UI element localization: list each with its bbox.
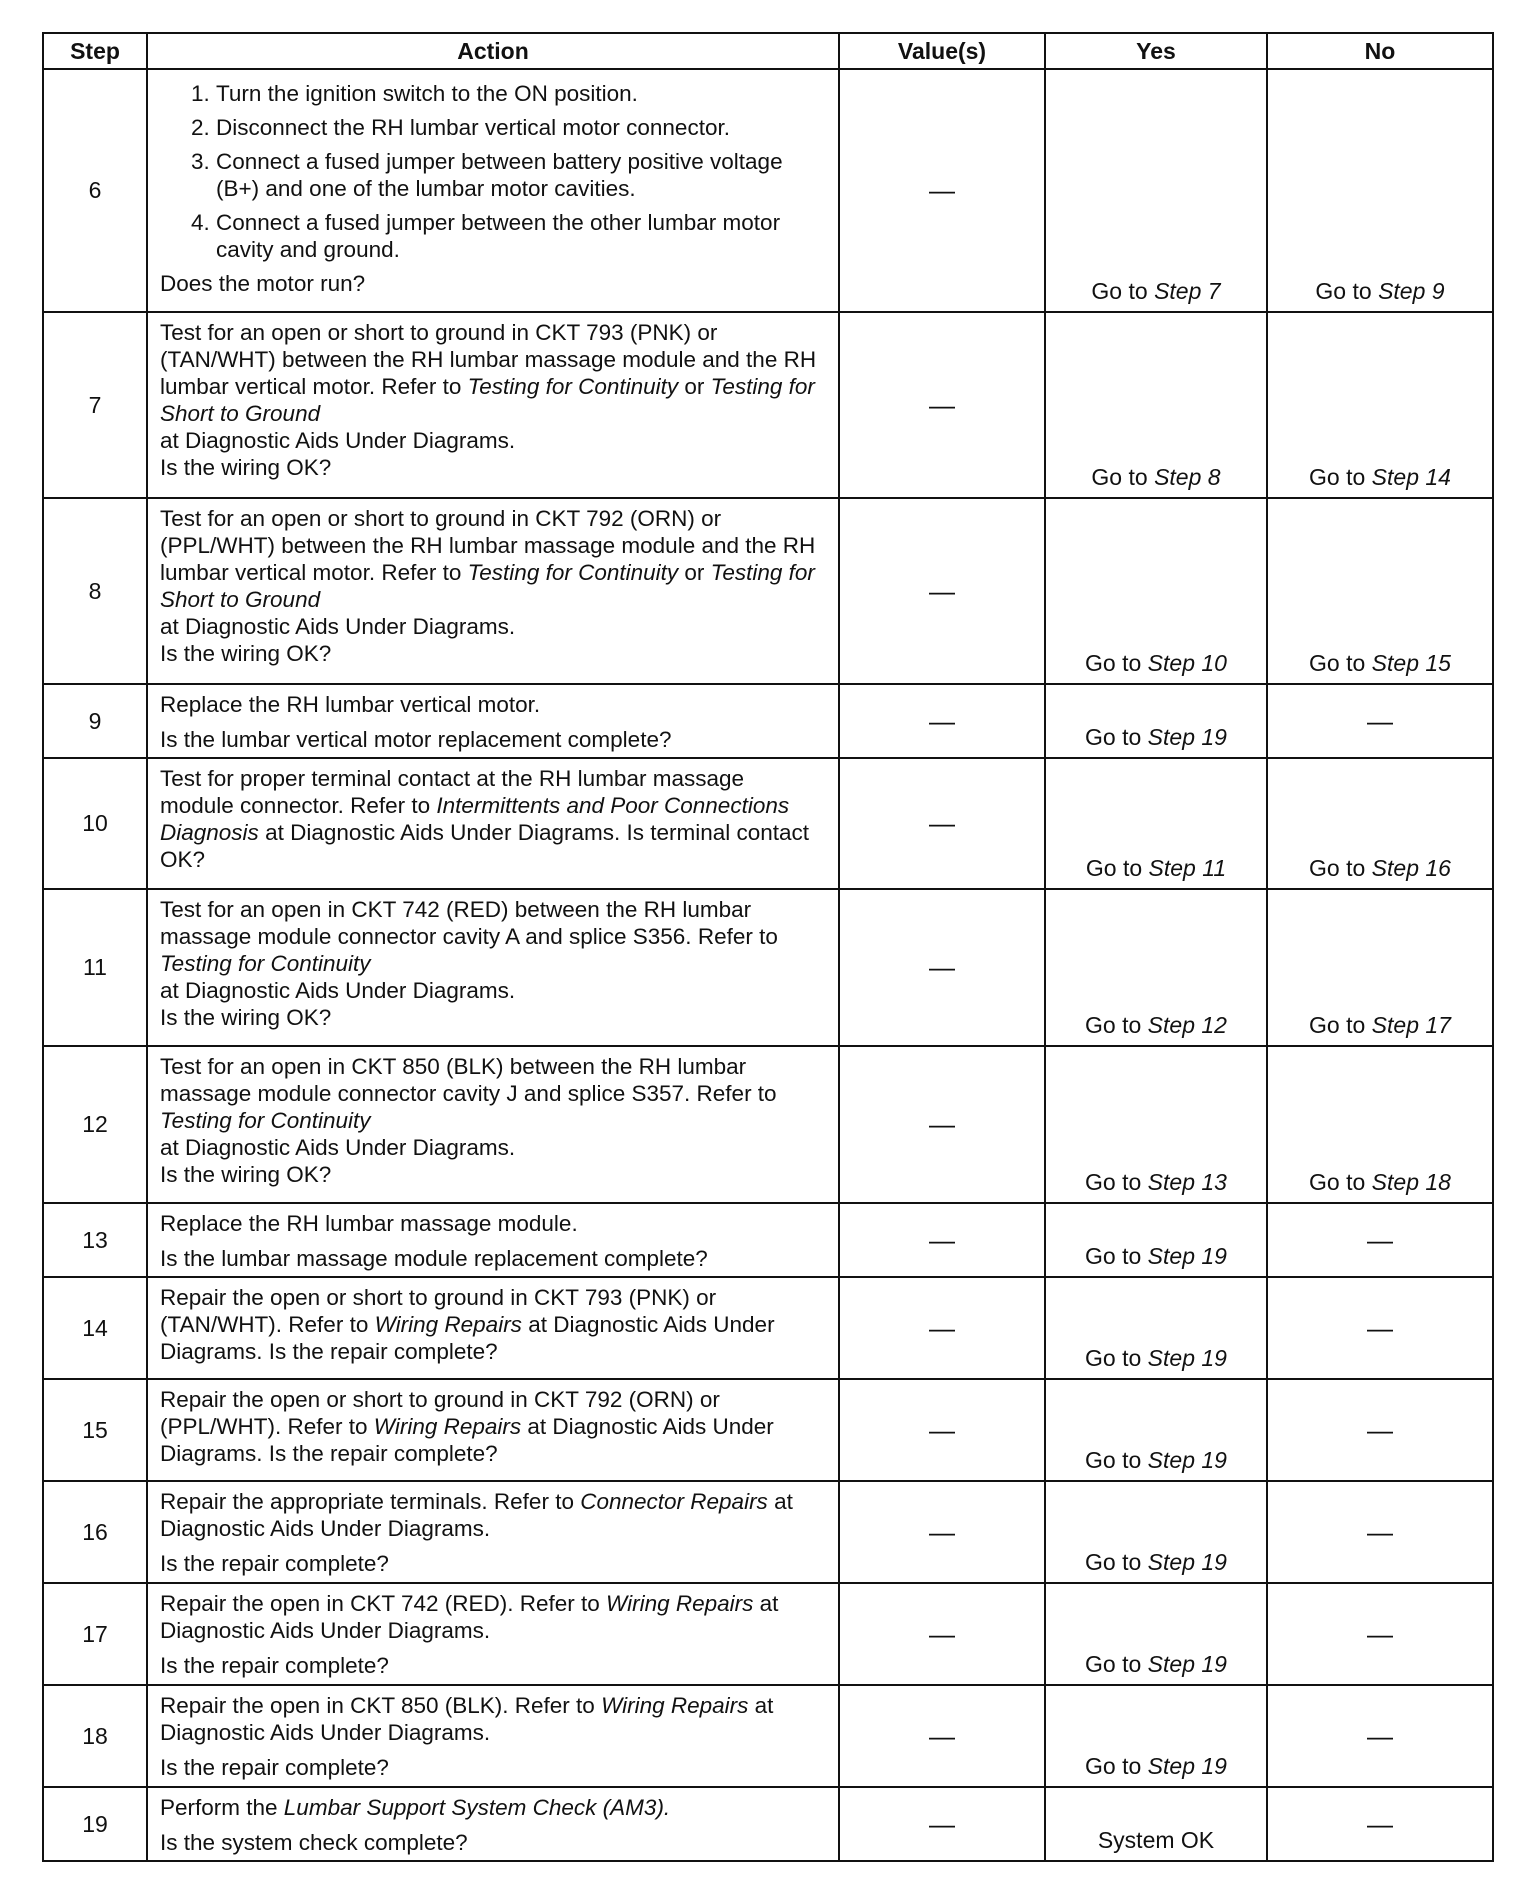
yes-step-ref: Step 13 <box>1147 1169 1227 1195</box>
header-no: No <box>1267 33 1493 69</box>
yes-cell: Go to Step 19 <box>1045 1379 1267 1481</box>
table-row <box>43 684 1493 758</box>
step-number: 17 <box>43 1583 147 1685</box>
yes-cell: Go to Step 12 <box>1045 889 1267 1046</box>
no-cell: — <box>1267 1379 1493 1481</box>
step-number: 13 <box>43 1203 147 1277</box>
no-step-ref: Step 9 <box>1378 278 1445 304</box>
action-question: Is the wiring OK? <box>160 1162 332 1187</box>
action-cell <box>147 1277 839 1379</box>
action-cell <box>147 1583 839 1685</box>
no-cell: Go to Step 9 <box>1267 69 1493 312</box>
header-action: Action <box>147 33 839 69</box>
no-step-ref: Step 17 <box>1371 1012 1451 1038</box>
yes-step-ref: Step 11 <box>1148 855 1227 881</box>
yes-cell: Go to Step 19 <box>1045 1685 1267 1787</box>
action-text: Repair the open or short to ground in CKT 793 (PNK) or (TAN/WHT). Refer to Wiring Repairs at Diagnostic Aids Under Diagrams. Is the repair complete? <box>160 1285 775 1364</box>
table-row <box>43 758 1493 889</box>
action-cell <box>147 69 839 312</box>
table-row <box>43 1685 1493 1787</box>
action-text: Test for proper terminal contact at the RH lumbar massage module connector. Refer to Intermittents and Poor Connections Diagnosis at Diagnostic Aids Under Diagrams. Is terminal contact OK? <box>160 766 810 872</box>
action-question: Is the system check complete? <box>160 1830 468 1855</box>
value-cell: — <box>839 1046 1045 1203</box>
action-reference: at Diagnostic Aids Under Diagrams. <box>160 978 516 1003</box>
table-row <box>43 1046 1493 1203</box>
no-cell: Go to Step 14 <box>1267 312 1493 498</box>
yes-cell: Go to Step 19 <box>1045 684 1267 758</box>
yes-step-ref: Step 10 <box>1147 650 1227 676</box>
table-row <box>43 1481 1493 1583</box>
step-number: 15 <box>43 1379 147 1481</box>
no-step-ref: Step 14 <box>1371 464 1451 490</box>
yes-step-ref: Step 19 <box>1147 1345 1227 1371</box>
action-cell <box>147 1379 839 1481</box>
header-yes: Yes <box>1045 33 1267 69</box>
action-text: Test for an open or short to ground in CKT 792 (ORN) or (PPL/WHT) between the RH lumbar massage module and the RH lumbar vertical motor. Refer to Testing for Continuity or Testing for Short to Ground <box>160 506 816 612</box>
action-question: Is the wiring OK? <box>160 455 332 480</box>
value-cell: — <box>839 1583 1045 1685</box>
step-number: 11 <box>43 889 147 1046</box>
action-text: Replace the RH lumbar vertical motor. <box>160 692 541 717</box>
value-cell: — <box>839 312 1045 498</box>
step-number: 16 <box>43 1481 147 1583</box>
action-reference: at Diagnostic Aids Under Diagrams. <box>160 428 516 453</box>
table-row <box>43 69 1493 312</box>
action-cell <box>147 312 839 498</box>
no-step-ref: Step 18 <box>1371 1169 1451 1195</box>
table-row <box>43 1203 1493 1277</box>
yes-cell: Go to Step 19 <box>1045 1277 1267 1379</box>
value-cell: — <box>839 1203 1045 1277</box>
header-step: Step <box>43 33 147 69</box>
no-step-ref: Step 15 <box>1371 650 1451 676</box>
action-question: Is the repair complete? <box>160 1653 389 1678</box>
header-values: Value(s) <box>839 33 1045 69</box>
action-question: Does the motor run? <box>160 271 366 296</box>
list-item: 1. Turn the ignition switch to the ON position. <box>216 80 824 107</box>
yes-step-ref: Step 7 <box>1154 278 1221 304</box>
no-cell: Go to Step 18 <box>1267 1046 1493 1203</box>
no-cell: — <box>1267 1203 1493 1277</box>
table-row <box>43 1379 1493 1481</box>
value-cell: — <box>839 758 1045 889</box>
value-cell: — <box>839 498 1045 684</box>
yes-step-ref: Step 19 <box>1147 724 1227 750</box>
yes-cell: Go to Step 8 <box>1045 312 1267 498</box>
action-text: Replace the RH lumbar massage module. <box>160 1211 578 1236</box>
no-cell: Go to Step 17 <box>1267 889 1493 1046</box>
no-cell: — <box>1267 1787 1493 1861</box>
no-cell: — <box>1267 1685 1493 1787</box>
yes-cell: Go to Step 19 <box>1045 1481 1267 1583</box>
yes-step-ref: Step 19 <box>1147 1549 1227 1575</box>
action-text: Test for an open in CKT 742 (RED) between the RH lumbar massage module connector cavity A and splice S356. Refer to Testing for Continuity <box>160 897 778 976</box>
step-number: 10 <box>43 758 147 889</box>
yes-step-ref: Step 12 <box>1147 1012 1227 1038</box>
yes-step-ref: Step 19 <box>1147 1447 1227 1473</box>
step-number: 9 <box>43 684 147 758</box>
action-question: Is the repair complete? <box>160 1551 389 1576</box>
table-row <box>43 312 1493 498</box>
yes-step-ref: Step 19 <box>1147 1243 1227 1269</box>
action-cell <box>147 1787 839 1861</box>
action-question: Is the wiring OK? <box>160 1005 332 1030</box>
action-reference: at Diagnostic Aids Under Diagrams. <box>160 1135 516 1160</box>
value-cell: — <box>839 1481 1045 1583</box>
no-cell: Go to Step 15 <box>1267 498 1493 684</box>
action-text: Perform the Lumbar Support System Check (AM3). <box>160 1795 671 1820</box>
table-row <box>43 498 1493 684</box>
diagnostic-table <box>42 32 1494 1862</box>
step-number: 12 <box>43 1046 147 1203</box>
value-cell: — <box>839 684 1045 758</box>
list-item: 2. Disconnect the RH lumbar vertical motor connector. <box>216 114 824 141</box>
value-cell: — <box>839 1379 1045 1481</box>
yes-cell: Go to Step 10 <box>1045 498 1267 684</box>
table-row <box>43 1277 1493 1379</box>
no-cell: — <box>1267 1277 1493 1379</box>
no-step-ref: Step 16 <box>1371 855 1451 881</box>
step-number: 18 <box>43 1685 147 1787</box>
action-text: Repair the appropriate terminals. Refer to Connector Repairs at Diagnostic Aids Under Diagrams. <box>160 1489 793 1541</box>
step-number: 7 <box>43 312 147 498</box>
action-question: Is the lumbar massage module replacement complete? <box>160 1246 708 1271</box>
diagnostic-table-sheet <box>42 32 1492 1862</box>
value-cell: — <box>839 69 1045 312</box>
header-row <box>43 33 1493 69</box>
table-row <box>43 1583 1493 1685</box>
action-cell <box>147 498 839 684</box>
action-cell <box>147 758 839 889</box>
yes-cell: Go to Step 13 <box>1045 1046 1267 1203</box>
step-number: 6 <box>43 69 147 312</box>
action-text: Repair the open in CKT 742 (RED). Refer to Wiring Repairs at Diagnostic Aids Under Diagrams. <box>160 1591 779 1643</box>
action-text: Test for an open or short to ground in CKT 793 (PNK) or (TAN/WHT) between the RH lumbar massage module and the RH lumbar vertical motor. Refer to Testing for Continuity or Testing for Short to Ground <box>160 320 817 426</box>
no-cell: — <box>1267 1481 1493 1583</box>
action-cell <box>147 684 839 758</box>
action-cell <box>147 1481 839 1583</box>
list-item: 4. Connect a fused jumper between the other lumbar motor cavity and ground. <box>216 209 824 263</box>
action-text: Repair the open or short to ground in CKT 792 (ORN) or (PPL/WHT). Refer to Wiring Repairs at Diagnostic Aids Under Diagrams. Is the repair complete? <box>160 1387 774 1466</box>
no-cell: — <box>1267 684 1493 758</box>
no-cell: — <box>1267 1583 1493 1685</box>
yes-step-ref: Step 19 <box>1147 1753 1227 1779</box>
value-cell: — <box>839 1277 1045 1379</box>
yes-cell: Go to Step 19 <box>1045 1583 1267 1685</box>
action-question: Is the repair complete? <box>160 1755 389 1780</box>
value-cell: — <box>839 889 1045 1046</box>
step-number: 19 <box>43 1787 147 1861</box>
step-number: 8 <box>43 498 147 684</box>
action-text: Test for an open in CKT 850 (BLK) between the RH lumbar massage module connector cavity J and splice S357. Refer to Testing for Continuity <box>160 1054 777 1133</box>
no-cell: Go to Step 16 <box>1267 758 1493 889</box>
yes-cell: Go to Step 7 <box>1045 69 1267 312</box>
yes-step-ref: Step 19 <box>1147 1651 1227 1677</box>
action-cell <box>147 1685 839 1787</box>
action-cell <box>147 1046 839 1203</box>
action-cell <box>147 889 839 1046</box>
yes-cell: Go to Step 11 <box>1045 758 1267 889</box>
table-row <box>43 889 1493 1046</box>
value-cell: — <box>839 1685 1045 1787</box>
list-item: 3. Connect a fused jumper between battery positive voltage (B+) and one of the lumbar motor cavities. <box>216 148 824 202</box>
value-cell: — <box>839 1787 1045 1861</box>
yes-cell: System OK <box>1045 1787 1267 1861</box>
action-question: Is the wiring OK? <box>160 641 332 666</box>
action-reference: at Diagnostic Aids Under Diagrams. <box>160 614 516 639</box>
table-row <box>43 1787 1493 1861</box>
action-steps-list <box>160 80 824 263</box>
yes-step-ref: Step 8 <box>1154 464 1221 490</box>
yes-cell: Go to Step 19 <box>1045 1203 1267 1277</box>
action-text: Repair the open in CKT 850 (BLK). Refer to Wiring Repairs at Diagnostic Aids Under Diagrams. <box>160 1693 774 1745</box>
action-cell <box>147 1203 839 1277</box>
step-number: 14 <box>43 1277 147 1379</box>
action-question: Is the lumbar vertical motor replacement complete? <box>160 727 672 752</box>
